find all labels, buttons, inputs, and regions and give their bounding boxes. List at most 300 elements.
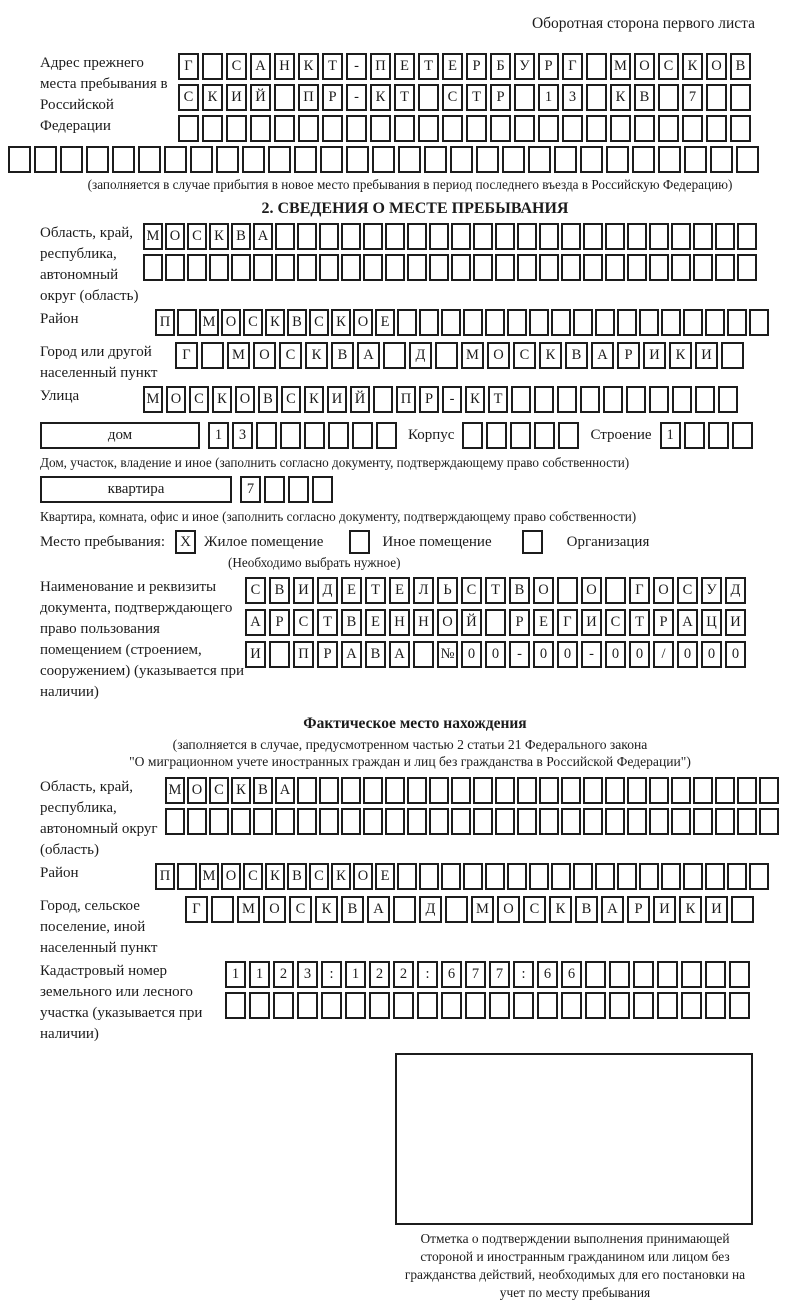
char-cell[interactable]	[573, 309, 593, 336]
char-cell[interactable]	[513, 992, 534, 1019]
char-cell[interactable]: М	[227, 342, 250, 369]
char-cell[interactable]	[693, 254, 713, 281]
char-cell[interactable]	[209, 254, 229, 281]
char-cell[interactable]: Т	[418, 53, 439, 80]
char-cell[interactable]: А	[253, 223, 273, 250]
char-cell[interactable]: Г	[629, 577, 650, 604]
char-cell[interactable]: М	[610, 53, 631, 80]
char-cell[interactable]	[609, 961, 630, 988]
char-cell[interactable]: А	[250, 53, 271, 80]
char-cell[interactable]: -	[346, 53, 367, 80]
char-cell[interactable]: С	[245, 577, 266, 604]
char-cell[interactable]	[429, 254, 449, 281]
char-cell[interactable]	[649, 223, 669, 250]
char-cell[interactable]	[466, 115, 487, 142]
char-cell[interactable]	[672, 386, 692, 413]
char-cell[interactable]	[710, 146, 733, 173]
char-cell[interactable]	[451, 254, 471, 281]
char-cell[interactable]: Т	[485, 577, 506, 604]
char-cell[interactable]: С	[243, 309, 263, 336]
char-cell[interactable]: 0	[629, 641, 650, 668]
char-cell[interactable]: О	[221, 309, 241, 336]
char-cell[interactable]	[275, 254, 295, 281]
char-cell[interactable]	[319, 223, 339, 250]
char-cell[interactable]	[256, 422, 277, 449]
char-cell[interactable]: 1	[249, 961, 270, 988]
char-cell[interactable]: С	[243, 863, 263, 890]
char-cell[interactable]	[397, 863, 417, 890]
char-cell[interactable]	[681, 961, 702, 988]
char-cell[interactable]	[345, 992, 366, 1019]
char-cell[interactable]	[473, 254, 493, 281]
char-cell[interactable]: К	[265, 309, 285, 336]
char-cell[interactable]: Д	[409, 342, 432, 369]
char-cell[interactable]: М	[143, 386, 163, 413]
char-cell[interactable]	[583, 223, 603, 250]
char-cell[interactable]	[253, 808, 273, 835]
char-cell[interactable]	[445, 896, 468, 923]
char-cell[interactable]: 1	[225, 961, 246, 988]
char-cell[interactable]	[617, 863, 637, 890]
char-cell[interactable]: Й	[250, 84, 271, 111]
char-cell[interactable]: Т	[322, 53, 343, 80]
char-cell[interactable]: Н	[413, 609, 434, 636]
char-cell[interactable]	[60, 146, 83, 173]
char-cell[interactable]: Р	[466, 53, 487, 80]
char-cell[interactable]	[595, 863, 615, 890]
char-cell[interactable]: К	[298, 53, 319, 80]
char-cell[interactable]	[538, 115, 559, 142]
char-cell[interactable]	[737, 808, 757, 835]
char-cell[interactable]: К	[209, 223, 229, 250]
char-cell[interactable]: 1	[345, 961, 366, 988]
char-cell[interactable]: А	[341, 641, 362, 668]
char-cell[interactable]	[86, 146, 109, 173]
char-cell[interactable]	[730, 84, 751, 111]
char-cell[interactable]	[417, 992, 438, 1019]
char-cell[interactable]	[274, 84, 295, 111]
char-cell[interactable]: К	[539, 342, 562, 369]
char-cell[interactable]	[394, 115, 415, 142]
char-cell[interactable]	[143, 254, 163, 281]
char-cell[interactable]	[639, 309, 659, 336]
char-cell[interactable]	[473, 777, 493, 804]
char-cell[interactable]: В	[730, 53, 751, 80]
char-cell[interactable]: 1	[538, 84, 559, 111]
char-cell[interactable]	[485, 309, 505, 336]
char-cell[interactable]: В	[634, 84, 655, 111]
char-cell[interactable]	[634, 115, 655, 142]
char-cell[interactable]: К	[331, 863, 351, 890]
char-cell[interactable]: 0	[605, 641, 626, 668]
char-cell[interactable]	[517, 254, 537, 281]
char-cell[interactable]	[609, 992, 630, 1019]
char-cell[interactable]	[721, 342, 744, 369]
char-cell[interactable]	[586, 84, 607, 111]
char-cell[interactable]	[312, 476, 333, 503]
char-cell[interactable]: Т	[394, 84, 415, 111]
char-cell[interactable]: К	[331, 309, 351, 336]
char-cell[interactable]: 0	[677, 641, 698, 668]
char-cell[interactable]	[737, 777, 757, 804]
char-cell[interactable]: Т	[629, 609, 650, 636]
char-cell[interactable]	[473, 808, 493, 835]
char-cell[interactable]	[583, 254, 603, 281]
char-cell[interactable]: 0	[701, 641, 722, 668]
char-cell[interactable]	[441, 309, 461, 336]
char-cell[interactable]: Ц	[701, 609, 722, 636]
char-cell[interactable]: В	[341, 896, 364, 923]
char-cell[interactable]	[627, 808, 647, 835]
char-cell[interactable]	[385, 777, 405, 804]
char-cell[interactable]	[231, 808, 251, 835]
char-cell[interactable]	[617, 309, 637, 336]
char-cell[interactable]	[297, 223, 317, 250]
char-cell[interactable]	[580, 146, 603, 173]
char-cell[interactable]	[429, 223, 449, 250]
char-cell[interactable]	[138, 146, 161, 173]
char-cell[interactable]: -	[442, 386, 462, 413]
char-cell[interactable]	[476, 146, 499, 173]
char-cell[interactable]	[749, 863, 769, 890]
char-cell[interactable]	[529, 309, 549, 336]
char-cell[interactable]	[705, 961, 726, 988]
char-cell[interactable]	[304, 422, 325, 449]
char-cell[interactable]	[187, 254, 207, 281]
char-cell[interactable]: Т	[466, 84, 487, 111]
char-cell[interactable]	[561, 254, 581, 281]
char-cell[interactable]	[407, 254, 427, 281]
char-cell[interactable]	[363, 254, 383, 281]
char-cell[interactable]	[450, 146, 473, 173]
char-cell[interactable]	[554, 146, 577, 173]
char-cell[interactable]: 2	[273, 961, 294, 988]
char-cell[interactable]: -	[581, 641, 602, 668]
char-cell[interactable]: Р	[509, 609, 530, 636]
char-cell[interactable]	[298, 115, 319, 142]
char-cell[interactable]	[462, 422, 483, 449]
char-cell[interactable]	[275, 808, 295, 835]
char-cell[interactable]: М	[461, 342, 484, 369]
char-cell[interactable]: П	[298, 84, 319, 111]
char-cell[interactable]: 6	[561, 961, 582, 988]
char-cell[interactable]	[684, 146, 707, 173]
char-cell[interactable]: М	[199, 863, 219, 890]
char-cell[interactable]	[346, 115, 367, 142]
char-cell[interactable]: П	[293, 641, 314, 668]
char-cell[interactable]: Е	[365, 609, 386, 636]
char-cell[interactable]	[715, 777, 735, 804]
char-cell[interactable]	[557, 577, 578, 604]
char-cell[interactable]	[573, 863, 593, 890]
char-cell[interactable]	[517, 777, 537, 804]
char-cell[interactable]	[605, 808, 625, 835]
char-cell[interactable]	[485, 609, 506, 636]
char-cell[interactable]	[736, 146, 759, 173]
char-cell[interactable]	[731, 896, 754, 923]
char-cell[interactable]	[225, 992, 246, 1019]
char-cell[interactable]: В	[341, 609, 362, 636]
char-cell[interactable]: О	[263, 896, 286, 923]
char-cell[interactable]: -	[509, 641, 530, 668]
char-cell[interactable]: К	[465, 386, 485, 413]
char-cell[interactable]	[605, 777, 625, 804]
char-cell[interactable]	[684, 422, 705, 449]
char-cell[interactable]	[658, 84, 679, 111]
char-cell[interactable]	[633, 961, 654, 988]
char-cell[interactable]: И	[643, 342, 666, 369]
char-cell[interactable]	[473, 223, 493, 250]
char-cell[interactable]	[418, 115, 439, 142]
char-cell[interactable]	[226, 115, 247, 142]
char-cell[interactable]	[495, 223, 515, 250]
char-cell[interactable]	[626, 386, 646, 413]
char-cell[interactable]	[370, 115, 391, 142]
char-cell[interactable]	[112, 146, 135, 173]
char-cell[interactable]	[715, 808, 735, 835]
char-cell[interactable]	[517, 808, 537, 835]
char-cell[interactable]	[164, 146, 187, 173]
char-cell[interactable]	[424, 146, 447, 173]
char-cell[interactable]: Д	[725, 577, 746, 604]
char-cell[interactable]: Г	[185, 896, 208, 923]
char-cell[interactable]: 6	[441, 961, 462, 988]
char-cell[interactable]: 2	[369, 961, 390, 988]
char-cell[interactable]	[419, 309, 439, 336]
char-cell[interactable]: В	[509, 577, 530, 604]
char-cell[interactable]	[322, 115, 343, 142]
char-cell[interactable]: И	[226, 84, 247, 111]
char-cell[interactable]	[633, 992, 654, 1019]
char-cell[interactable]	[534, 386, 554, 413]
char-cell[interactable]: И	[725, 609, 746, 636]
char-cell[interactable]	[605, 254, 625, 281]
char-cell[interactable]	[681, 992, 702, 1019]
char-cell[interactable]: 0	[725, 641, 746, 668]
char-cell[interactable]	[441, 992, 462, 1019]
char-cell[interactable]	[606, 146, 629, 173]
char-cell[interactable]: С	[677, 577, 698, 604]
char-cell[interactable]	[485, 863, 505, 890]
char-cell[interactable]: О	[353, 863, 373, 890]
char-cell[interactable]	[586, 115, 607, 142]
char-cell[interactable]	[514, 84, 535, 111]
char-cell[interactable]: :	[321, 961, 342, 988]
char-cell[interactable]	[517, 223, 537, 250]
char-cell[interactable]: Р	[322, 84, 343, 111]
char-cell[interactable]	[661, 309, 681, 336]
char-cell[interactable]: 6	[537, 961, 558, 988]
char-cell[interactable]: С	[281, 386, 301, 413]
char-cell[interactable]	[759, 777, 779, 804]
char-cell[interactable]	[706, 84, 727, 111]
char-cell[interactable]	[510, 422, 531, 449]
char-cell[interactable]	[627, 254, 647, 281]
char-cell[interactable]: И	[293, 577, 314, 604]
char-cell[interactable]	[671, 808, 691, 835]
char-cell[interactable]	[610, 115, 631, 142]
char-cell[interactable]	[562, 115, 583, 142]
char-cell[interactable]	[561, 223, 581, 250]
char-cell[interactable]	[463, 309, 483, 336]
char-cell[interactable]	[658, 146, 681, 173]
char-cell[interactable]	[407, 808, 427, 835]
char-cell[interactable]: -	[346, 84, 367, 111]
char-cell[interactable]: Г	[562, 53, 583, 80]
char-cell[interactable]: Е	[389, 577, 410, 604]
char-cell[interactable]	[649, 386, 669, 413]
char-cell[interactable]: С	[279, 342, 302, 369]
char-cell[interactable]	[429, 808, 449, 835]
char-cell[interactable]: С	[289, 896, 312, 923]
char-cell[interactable]	[407, 777, 427, 804]
char-cell[interactable]	[201, 342, 224, 369]
char-cell[interactable]: Р	[269, 609, 290, 636]
char-cell[interactable]: С	[293, 609, 314, 636]
char-cell[interactable]	[321, 992, 342, 1019]
char-cell[interactable]	[383, 342, 406, 369]
char-cell[interactable]	[649, 254, 669, 281]
char-cell[interactable]	[177, 863, 197, 890]
char-cell[interactable]	[363, 223, 383, 250]
char-cell[interactable]: 1	[660, 422, 681, 449]
char-cell[interactable]: К	[679, 896, 702, 923]
char-cell[interactable]	[671, 777, 691, 804]
char-cell[interactable]: М	[471, 896, 494, 923]
char-cell[interactable]: В	[287, 863, 307, 890]
char-cell[interactable]	[211, 896, 234, 923]
char-cell[interactable]	[264, 476, 285, 503]
char-cell[interactable]	[372, 146, 395, 173]
char-cell[interactable]: 7	[465, 961, 486, 988]
char-cell[interactable]	[537, 992, 558, 1019]
char-cell[interactable]	[398, 146, 421, 173]
char-cell[interactable]	[539, 254, 559, 281]
char-cell[interactable]: 7	[489, 961, 510, 988]
char-cell[interactable]	[671, 223, 691, 250]
char-cell[interactable]	[727, 309, 747, 336]
char-cell[interactable]	[605, 223, 625, 250]
char-cell[interactable]: И	[327, 386, 347, 413]
char-cell[interactable]	[435, 342, 458, 369]
char-cell[interactable]	[280, 422, 301, 449]
char-cell[interactable]	[418, 84, 439, 111]
char-cell[interactable]	[273, 992, 294, 1019]
char-cell[interactable]: С	[513, 342, 536, 369]
char-cell[interactable]	[397, 309, 417, 336]
char-cell[interactable]: О	[634, 53, 655, 80]
char-cell[interactable]	[8, 146, 31, 173]
char-cell[interactable]: Й	[461, 609, 482, 636]
char-cell[interactable]	[682, 115, 703, 142]
char-cell[interactable]: Г	[557, 609, 578, 636]
char-cell[interactable]: К	[549, 896, 572, 923]
char-cell[interactable]: К	[370, 84, 391, 111]
char-cell[interactable]	[649, 808, 669, 835]
char-cell[interactable]: 0	[533, 641, 554, 668]
char-cell[interactable]: И	[653, 896, 676, 923]
char-cell[interactable]	[369, 992, 390, 1019]
char-cell[interactable]	[385, 223, 405, 250]
checkbox-organization[interactable]	[522, 530, 543, 554]
char-cell[interactable]	[502, 146, 525, 173]
char-cell[interactable]	[373, 386, 393, 413]
char-cell[interactable]: 0	[461, 641, 482, 668]
char-cell[interactable]	[376, 422, 397, 449]
char-cell[interactable]	[586, 53, 607, 80]
char-cell[interactable]: Б	[490, 53, 511, 80]
char-cell[interactable]	[177, 309, 197, 336]
char-cell[interactable]	[393, 992, 414, 1019]
char-cell[interactable]	[352, 422, 373, 449]
char-cell[interactable]	[529, 863, 549, 890]
char-cell[interactable]	[216, 146, 239, 173]
char-cell[interactable]: А	[677, 609, 698, 636]
char-cell[interactable]	[627, 223, 647, 250]
char-cell[interactable]: С	[442, 84, 463, 111]
char-cell[interactable]: М	[199, 309, 219, 336]
char-cell[interactable]: С	[178, 84, 199, 111]
char-cell[interactable]	[627, 777, 647, 804]
char-cell[interactable]: 0	[557, 641, 578, 668]
char-cell[interactable]	[385, 808, 405, 835]
char-cell[interactable]	[385, 254, 405, 281]
char-cell[interactable]: Й	[350, 386, 370, 413]
char-cell[interactable]	[539, 808, 559, 835]
char-cell[interactable]	[486, 422, 507, 449]
char-cell[interactable]	[341, 808, 361, 835]
char-cell[interactable]	[463, 863, 483, 890]
char-cell[interactable]	[341, 223, 361, 250]
char-cell[interactable]: 0	[485, 641, 506, 668]
char-cell[interactable]	[495, 808, 515, 835]
char-cell[interactable]	[603, 386, 623, 413]
char-cell[interactable]: Е	[442, 53, 463, 80]
char-cell[interactable]: М	[143, 223, 163, 250]
char-cell[interactable]: С	[309, 863, 329, 890]
char-cell[interactable]: Ь	[437, 577, 458, 604]
char-cell[interactable]	[715, 254, 735, 281]
char-cell[interactable]: В	[258, 386, 278, 413]
char-cell[interactable]: О	[437, 609, 458, 636]
char-cell[interactable]	[729, 961, 750, 988]
char-cell[interactable]	[297, 777, 317, 804]
char-cell[interactable]: В	[565, 342, 588, 369]
char-cell[interactable]	[320, 146, 343, 173]
char-cell[interactable]	[507, 863, 527, 890]
char-cell[interactable]	[730, 115, 751, 142]
char-cell[interactable]: /	[653, 641, 674, 668]
char-cell[interactable]: Е	[341, 577, 362, 604]
char-cell[interactable]	[693, 808, 713, 835]
char-cell[interactable]	[705, 992, 726, 1019]
char-cell[interactable]: Е	[533, 609, 554, 636]
char-cell[interactable]	[441, 863, 461, 890]
char-cell[interactable]	[657, 961, 678, 988]
char-cell[interactable]: Т	[488, 386, 508, 413]
char-cell[interactable]: С	[189, 386, 209, 413]
char-cell[interactable]	[297, 254, 317, 281]
char-cell[interactable]: Р	[627, 896, 650, 923]
char-cell[interactable]: О	[487, 342, 510, 369]
char-cell[interactable]	[489, 992, 510, 1019]
char-cell[interactable]	[727, 863, 747, 890]
char-cell[interactable]	[190, 146, 213, 173]
char-cell[interactable]	[583, 808, 603, 835]
char-cell[interactable]: С	[187, 223, 207, 250]
char-cell[interactable]: Т	[365, 577, 386, 604]
char-cell[interactable]: М	[237, 896, 260, 923]
